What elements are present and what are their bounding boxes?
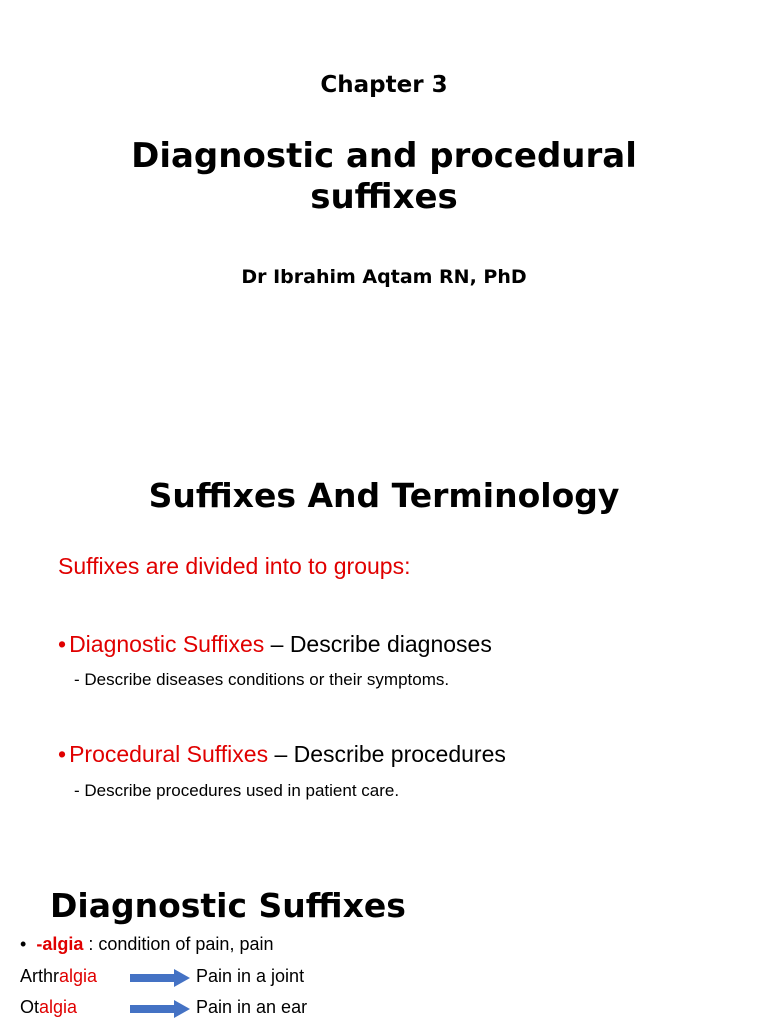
- section-title-diagnostic-suffixes: Diagnostic Suffixes: [50, 886, 406, 925]
- intro-text: Suffixes are divided into to groups:: [58, 553, 411, 579]
- chapter-label: Chapter 3: [320, 72, 448, 98]
- example-row-otalgia: [20, 997, 340, 1021]
- section-title-suffixes-terminology: Suffixes And Terminology: [148, 476, 620, 515]
- author-line: Dr Ibrahim Aqtam RN, PhD: [241, 266, 527, 288]
- example-meaning: Pain in a joint: [196, 966, 305, 986]
- bullet-description: – Describe procedures: [268, 741, 506, 767]
- bullet-term: Diagnostic Suffixes: [69, 631, 265, 657]
- right-arrow-icon: [130, 1000, 190, 1018]
- example-meaning: Pain in an ear: [196, 997, 308, 1017]
- bullet-dot: •: [58, 631, 67, 657]
- bullet-description: – Describe diagnoses: [264, 631, 492, 657]
- page-title-line-1: Diagnostic and procedural: [131, 136, 637, 176]
- page-title-line-2: suffixes: [310, 177, 458, 217]
- example-row-arthralgia: [20, 966, 340, 990]
- bullet-term: Procedural Suffixes: [69, 741, 269, 767]
- example-word: Otalgia: [20, 997, 78, 1017]
- page-title: [0, 136, 768, 218]
- bullet-dot: •: [58, 741, 67, 767]
- bullet-procedural-suffixes: [58, 741, 506, 768]
- suffix-definition-algia: [20, 934, 273, 955]
- suffix-description: : condition of pain, pain: [83, 934, 274, 954]
- sub-description-procedural: - Describe procedures used in patient care.: [74, 781, 400, 800]
- bullet-dot: •: [20, 934, 27, 954]
- bullet-diagnostic-suffixes: [58, 631, 492, 658]
- sub-description-diagnostic: - Describe diseases conditions or their symptoms.: [74, 670, 450, 689]
- example-word: Arthralgia: [20, 966, 98, 986]
- suffix-term: -algia: [36, 934, 84, 954]
- right-arrow-icon: [130, 969, 190, 987]
